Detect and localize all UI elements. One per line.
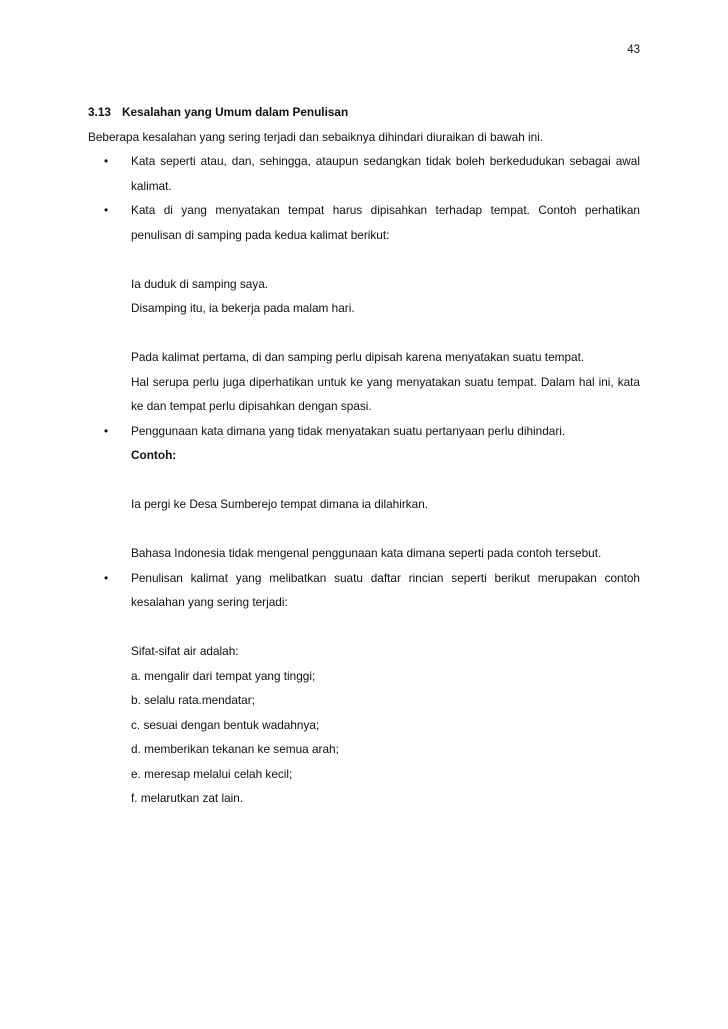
bullet-item bbox=[88, 566, 640, 811]
page-number: 43 bbox=[627, 44, 640, 56]
example-sentence: Disamping itu, ia bekerja pada malam hari. bbox=[131, 301, 355, 315]
example-sentence: Ia duduk di samping saya. bbox=[131, 276, 269, 291]
page-content bbox=[88, 100, 640, 811]
list-item: e. meresap melalui celah kecil; bbox=[131, 766, 293, 781]
list-item: c. sesuai dengan bentuk wadahnya; bbox=[131, 717, 320, 732]
bullet-icon: • bbox=[104, 154, 109, 168]
bullet-text: Kata seperti atau, dan, sehingga, ataupun sedangkan tidak boleh berkedudukan sebagai awal kalimat. bbox=[131, 154, 640, 193]
intro-paragraph: Beberapa kesalahan yang sering terjadi dan sebaiknya dihindari diuraikan di bawah ini. bbox=[88, 129, 544, 144]
bullet-icon: • bbox=[104, 203, 109, 217]
list-intro: Sifat-sifat air adalah: bbox=[131, 644, 239, 658]
explanation-text: Pada kalimat pertama, di dan samping perlu dipisah karena menyatakan suatu tempat. bbox=[131, 350, 585, 364]
explanation-text: Hal serupa perlu juga diperhatikan untuk ke yang menyatakan suatu tempat. Dalam hal ini, kata ke dan tempat perlu dipisahkan dengan spasi. bbox=[131, 374, 640, 413]
bullet-icon: • bbox=[104, 570, 109, 585]
explanation-text: Bahasa Indonesia tidak mengenal penggunaan kata dimana seperti pada contoh tersebut. bbox=[131, 546, 602, 560]
bullet-text: Penggunaan kata dimana yang tidak menyatakan suatu pertanyaan perlu dihindari. bbox=[131, 423, 566, 438]
example-label: Contoh: bbox=[131, 448, 177, 462]
section-number: 3.13 bbox=[88, 105, 111, 119]
bullet-item bbox=[88, 198, 640, 419]
list-item: b. selalu rata.mendatar; bbox=[131, 693, 255, 707]
list-item: d. memberikan tekanan ke semua arah; bbox=[131, 742, 339, 756]
bullet-item bbox=[88, 149, 640, 198]
list-item: a. mengalir dari tempat yang tinggi; bbox=[131, 668, 316, 683]
bullet-text: Kata di yang menyatakan tempat harus dipisahkan terhadap tempat. Contoh perhatikan penulisan di samping pada kedua kalimat berikut: bbox=[131, 203, 640, 242]
section-heading bbox=[88, 100, 640, 125]
example-sentence: Ia pergi ke Desa Sumberejo tempat dimana ia dilahirkan. bbox=[131, 497, 429, 511]
list-item: f. melarutkan zat lain. bbox=[131, 791, 244, 805]
bullet-icon: • bbox=[104, 423, 109, 438]
bullet-item bbox=[88, 419, 640, 566]
bullet-text: Penulisan kalimat yang melibatkan suatu daftar rincian seperti berikut merupakan contoh kesalahan yang sering terjadi: bbox=[131, 570, 640, 609]
section-title: Kesalahan yang Umum dalam Penulisan bbox=[122, 105, 349, 119]
bullet-list bbox=[88, 149, 640, 811]
